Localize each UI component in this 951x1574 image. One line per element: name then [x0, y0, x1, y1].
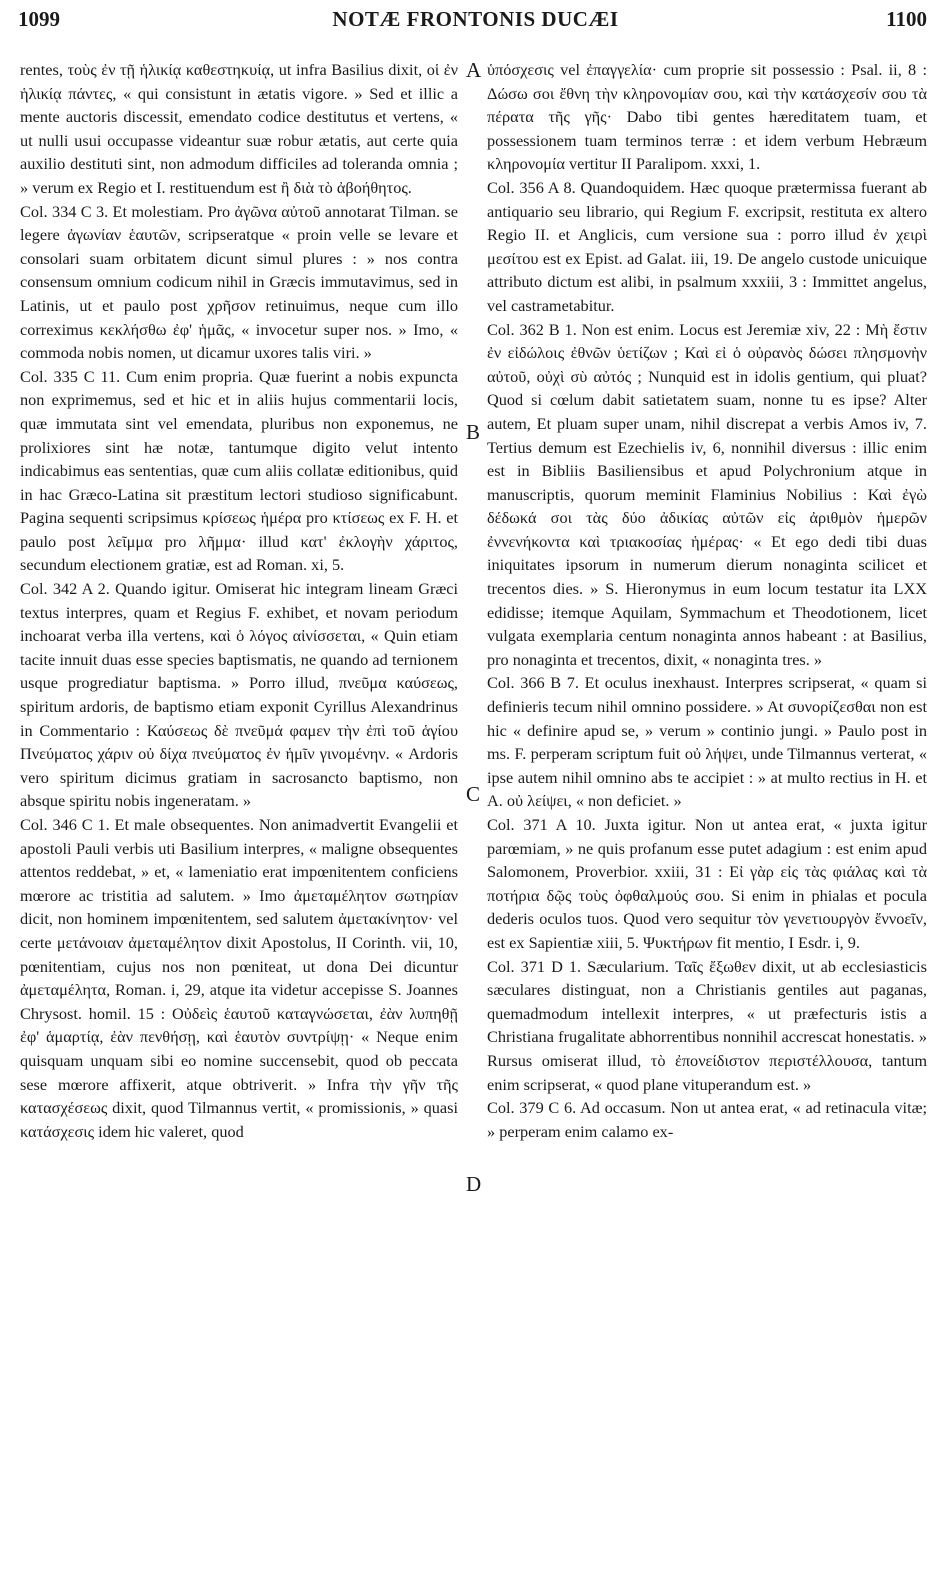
note-paragraph: Col. 371 D 1. Sæcularium. Ταῖς ἔξωθεν dixit, ut ab ecclesiasticis sæculares distinguat, non a Christianis gentiles aut paganas, quemadmodum intellexit interpres, « ut præfecturis istis a Christiana frugalitate abhorrentibus nonnihil accrescat honestatis. » Rursus omiserat illud, τὸ ἐπονείδιστον περιστέλλουσα, tantum enim scripserat, « quod plane vituperandum est. »: [487, 956, 927, 1094]
page-number-left: 1099: [18, 7, 60, 31]
section-marker-b: B: [466, 420, 481, 444]
note-paragraph: Col. 346 C 1. Et male obsequentes. Non animadvertit Evangelii et apostoli Pauli verbis uti Basilium interpres, « maligne obsequentes attentos reddebat, » et, « lameniatio erat impœnitentem conficiens mœrore ac tristitia ad salutem. » Imo ἀμεταμέλητον σωτηρίαν dicit, non hominem impœnitentem, sed salutem ἀμετακίνητον· vel certe μετάνοιαν ἀμεταμέλητον dixit Apostolus, II Corinth. vii, 10, pœnitentiam, cujus nos non pœniteat, ut dona Dei dicuntur ἀμεταμέλητα, Roman. i, 29, atque ita videtur accepisse S. Joannes Chrysost. homil. 15 : Οὐδεὶς ἑαυτοῦ καταγνώσεται, ἐὰν λυπηθῇ ἐφ' ἁμαρτίᾳ, ἐὰν πενθήσῃ, καὶ ἑαυτὸν συντρίψῃ· « Neque enim quisquam unquam sibi eo nomine succensebit, quod ob peccata sese mœrore affixerit, atque obtriverit. » Infra τὴν γῆν τῆς κατασχέσεως dixit, quod Tilmannus vertit, « promissionis, » quasi κατάσχεσις idem hic valeret, quod: [20, 815, 458, 1141]
note-paragraph: Col. 379 C 6. Ad occasum. Non ut antea erat, « ad retinacula vitæ; » perperam enim calamo ex-: [487, 1098, 927, 1141]
section-marker-d: D: [466, 1172, 482, 1196]
note-paragraph: rentes, τοὺς ἐν τῇ ἡλικίᾳ καθεστηκυίᾳ, ut infra Basilius dixit, οἱ ἐν ἡλικίᾳ πάντες, « qui consistunt in ætatis vigore. » Sed et illic a mente auctoris discessit, emendato codice destitutus et vertens, « ut nulli usui occupasse videantur suæ robur ætatis, aut certe quia auxilio destituti sint, non admodum difficiles ad toleranda omnia ; » verum ex Regio et I. restituendum est ἢ διὰ τὸ ἀβοήθητος.: [20, 60, 458, 197]
page-number-right: 1100: [886, 7, 927, 31]
right-column: [487, 58, 927, 1143]
note-paragraph: Col. 342 A 2. Quando igitur. Omiserat hic integram lineam Græci textus interpres, quam et Regius F. exhibet, et novam periodum inchoarat verba illa vertens, καὶ ὁ λόγος αἰνίσσεται, « Quin etiam tacite innuit duas esse species baptismatis, ne quando ad ternionem usque progrediatur baptisma. » Porro illud, πνεῦμα καύσεως, spiritum ardoris, de baptismo etiam exponit Cyrillus Alexandrinus in Commentario : Καύσεως δὲ πνεῦμά φαμεν τὴν ἐπὶ τοῦ ἁγίου Πνεύματος χάριν οὐ δίχα πνεύματος ἐν ἡμῖν γινομένην. « Ardoris vero spiritum dicimus gratiam in sacrosancto baptismo, non absque spiritu nobis ingeneratam. »: [20, 579, 458, 811]
running-title: NOTÆ FRONTONIS DUCÆI: [332, 7, 619, 31]
note-paragraph: Col. 362 B 1. Non est enim. Locus est Jeremiæ xiv, 22 : Μὴ ἔστιν ἐν εἰδώλοις ἐθνῶν ὑετίζων ; Καὶ εἰ ὁ οὐρανὸς δώσει πλησμονὴν αὐτοῦ, οὐχὶ σὺ αὐτός ; Nunquid est in idolis gentium, qui pluat? Quod si cœlum dabit satietatem suam, nonne tu es ipse? Alter autem, Et pluam super unam, nihil discrepat a verbis Amos iv, 7. Tertius demum est Ezechielis iv, 6, nonnihil diversus : illic enim est in Bibliis Basiliensibus et apud Polychronium atque in manuscriptis, quorum meminit Flaminius Nobilius : Καὶ ἐγὼ δέδωκά σοι τὰς δύο ἀδικίας αὐτῶν εἰς ἀριθμὸν ἡμερῶν ἐννενήκοντα καὶ τριακοσίας ἡμέρας· « Et ego dedi tibi duas iniquitates ipsorum in numerum dierum nonaginta scilicet et trecentos dies. » S. Hieronymus in eum locum testatur ita LXX edidisse; itemque Aquilam, Symmachum et Theodotionem, licet vulgata exemplaria centum nonaginta annos habeant : at Basilius, pro nonaginta et trecentos, dixit, « nonaginta tres. »: [487, 319, 927, 669]
note-paragraph: Col. 334 C 3. Et molestiam. Pro ἀγῶνα αὐτοῦ annotarat Tilman. se legere ἀγωνίαν ἑαυτῶν, scripseratque « proin velle se levare et consolari suam orbitatem dicunt simul plures : » nos contra consensum omnium codicum nihil in Græcis immutavimus, sed in Latinis, ut et paulo post χρῆσον retinuimus, neque cum illo correximus κεκλήσθω ἐφ' ἡμᾶς, « invocetur super nos. » Imo, « commoda nobis nomen, ut dicamur uxores talis viri. »: [20, 201, 458, 363]
section-marker-a: A: [466, 58, 482, 82]
note-paragraph: Col. 366 B 7. Et oculus inexhaust. Interpres scripserat, « quam si definieris tecum nihil omnino possidere. » At συνορίζεσθαι non est hic « definire apud se, » verum » continio jungi. » Paulo post in ms. F. perperam scriptum fuit οὐ λήψει, unde Tilmannus verterat, « ipse autem nihil omnino abs te accipiet : » at multo rectius in H. et A. οὐ λείψει, « non deficiet. »: [487, 673, 927, 811]
section-marker-c: C: [466, 782, 481, 806]
note-paragraph: Col. 371 A 10. Juxta igitur. Non ut antea erat, « juxta igitur parœmiam, » ne quis profanum esse putet adagium : est enim apud Salomonem, Proverbior. xxiii, 31 : Εἰ γὰρ εἰς τὰς φιάλας καὶ τὰ ποτήρια δῷς τοὺς ὀφθαλμούς σου. Si enim in phialas et pocula dederis oculos tuos. Quod vero sequitur τὸν γενετιουργὸν ἔννοεῖν, est ex Sapientiæ xiii, 5. Ψυκτήρων fit mentio, I Esdr. i, 9.: [487, 815, 927, 952]
note-paragraph: Col. 356 A 8. Quandoquidem. Hæc quoque prætermissa fuerant ab antiquario seu librario, qui Regium F. excripsit, restituta ex altero Regio II. et Anglicis, cum versione sua : porro illud ἐν χειρὶ μεσίτου est ex Epist. ad Galat. iii, 19. De angelo custode unicuique attributo dictum est alibi, in psalmum xxxiii, 3 : Immittet angelus, vel castrametabitur.: [487, 177, 927, 315]
note-paragraph: ὑπόσχεσις vel ἐπαγγελία· cum proprie sit possessio : Psal. ii, 8 : Δώσω σοι ἔθνη τὴν κληρονομίαν σου, καὶ τὴν κατάσχεσίν σου τὰ πέρατα τῆς γῆς· Dabo tibi gentes hæreditatem tuam, et possessionem tuam terminos terræ : et idem verbum Hebræum κληρονομία vertitur II Paralipom. xxxi, 1.: [487, 60, 927, 174]
left-column: [20, 58, 458, 1143]
note-paragraph: Col. 335 C 11. Cum enim propria. Quæ fuerint a nobis expuncta non exprimemus, sed et hic et in aliis hujus commentarii locis, quæ immutata sint vel emendata, pluribus non exponemus, ne prolixiores sint hæ notæ, tantumque digito velut intento indicabimus eas sententias, quæ cum aliis collatæ editionibus, quid in hac Græco-Latina sit præstitum lectori studioso significabunt. Pagina sequenti scripsimus κρίσεως ἡμέρα pro κτίσεως ex F. H. et paulo post λεῖμμα pro λῆμμα· illud κατ' ἐκλογὴν χάριτος, secundum electionem gratiæ, est ad Roman. xi, 5.: [20, 366, 458, 575]
